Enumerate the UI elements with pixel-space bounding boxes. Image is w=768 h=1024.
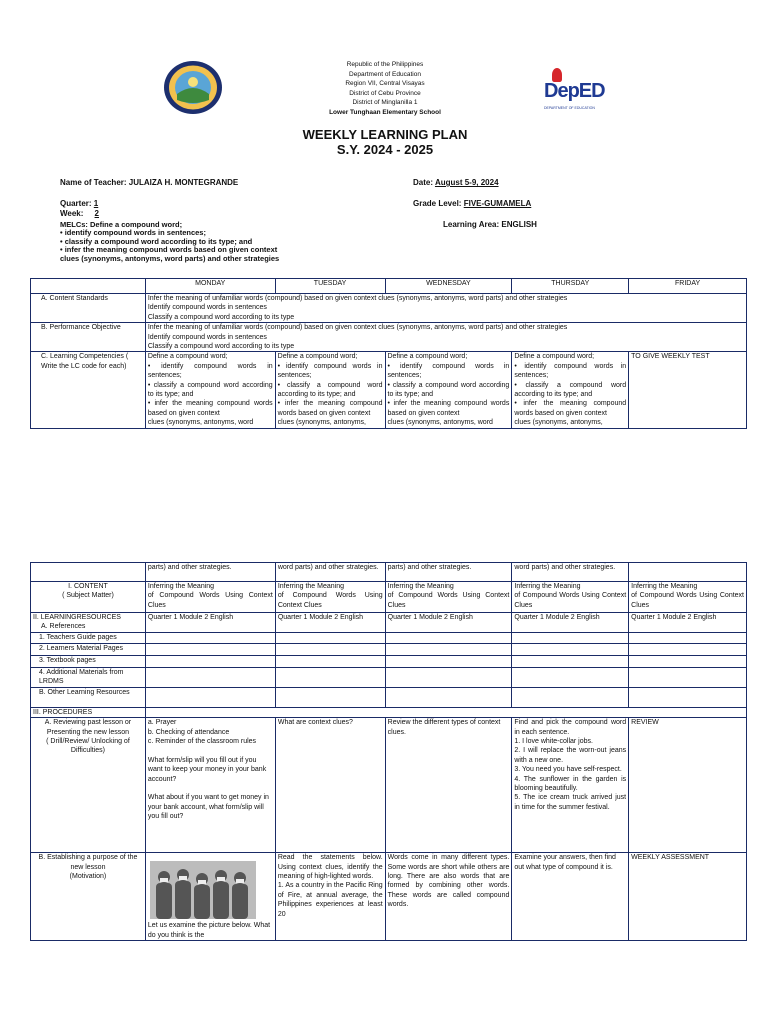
content-cell: Inferring the Meaning of Compound Words Using Context Clues: [629, 582, 747, 613]
lc-wednesday: Define a compound word; • identify compound words in sentences; • classify a compound word according to its type; and • infer the meaning compound words based on given context clues (synonyms, antonyms, word: [385, 352, 512, 428]
row-label: 1. Teachers Guide pages: [31, 633, 146, 644]
day-header: FRIDAY: [629, 279, 747, 294]
frontliners-image: [150, 861, 256, 919]
learning-area: Learning Area: ENGLISH: [443, 220, 537, 229]
empty-cell: [512, 644, 629, 656]
review-thursday: Find and pick the compound word in each sentence. 1. I love white-collar jobs. 2. I will replace the worn-out jeans with a new one. 3. You need you have self-respect. 4. The sunflower in the garden is blooming beautifully. 5. The ice cream truck arrived just in time for the summer festival.: [512, 718, 629, 853]
plan-table-page-1: [30, 278, 747, 429]
empty-cell: [512, 668, 629, 688]
content-cell: Inferring the Meaning of Compound Words Using Context Clues: [385, 582, 512, 613]
content-cell: Inferring the Meaning of Compound Words Using Context Clues: [145, 582, 275, 613]
empty-cell: [145, 633, 275, 644]
empty-cell: [385, 633, 512, 644]
date-label: Date:: [413, 178, 434, 187]
content-cell: Inferring the Meaning of Compound Words Using Context Clues: [512, 582, 629, 613]
content-standards: [145, 294, 746, 323]
page-title: [270, 127, 500, 157]
empty-cell: [145, 644, 275, 656]
empty-cell: [145, 656, 275, 668]
melcs-line: • classify a compound word according to its type; and: [60, 236, 253, 246]
review-wednesday: Review the different types of context clues.: [385, 718, 512, 853]
empty-cell: [275, 656, 385, 668]
lc-thursday: Define a compound word; • identify compound words in sentences; • classify a compound word according to its type; and • infer the meaning compound words based on given context clues (synonyms, antonyms,: [512, 352, 629, 428]
row-label: B. Performance Objective: [31, 323, 146, 352]
empty-cell: [145, 668, 275, 688]
cell-line: Infer the meaning of unfamiliar words (compound) based on given context clues (synonyms, antonyms, word parts) and other strategies: [147, 295, 568, 302]
row-label: I. CONTENT ( Subject Matter): [31, 582, 146, 613]
cont-cell: parts) and other strategies.: [145, 563, 275, 582]
people-silhouettes-icon: [150, 861, 256, 919]
day-header: WEDNESDAY: [385, 279, 512, 294]
empty-cell: [275, 644, 385, 656]
empty-cell: [145, 707, 746, 717]
row-label: C. Learning Competencies ( Write the LC code for each): [31, 352, 146, 428]
cell-line: Identify compound words in sentences: [147, 304, 267, 312]
empty-cell: [385, 668, 512, 688]
review-tuesday: What are context clues?: [275, 718, 385, 853]
empty-cell: [275, 633, 385, 644]
school-name: Lower Tunghaan Elementary School: [329, 108, 441, 116]
grade-label: Grade Level:: [413, 199, 462, 208]
motivation-wednesday: Words come in many different types. Some words are short while others are long. There are also words that are formed by combining other words. These words are called compound words.: [385, 853, 512, 941]
row-label: 4. Additional Materials from LRDMS: [31, 668, 146, 688]
week: [60, 209, 99, 218]
letterhead-line: Republic of the Philippines: [346, 61, 424, 68]
letterhead-line: Region VII, Central Visayas: [345, 80, 425, 88]
row-label: A. Content Standards: [31, 294, 146, 323]
motivation-friday: WEEKLY ASSESSMENT: [629, 853, 747, 941]
empty-cell: [629, 687, 747, 707]
motivation-tuesday: Read the statements below. Using context clues, identify the meaning of high-lighted words. 1. As a country in the Pacific Ring of Fire, at annual average, the Philippines experiences at least 20: [275, 853, 385, 941]
empty-cell: [275, 668, 385, 688]
module-cell: Quarter 1 Module 2 English: [512, 613, 629, 633]
letterhead-line: District of Minglanilla 1: [352, 99, 418, 107]
row-label: 2. Learners Material Pages: [31, 644, 146, 656]
motivation-thursday: Examine your answers, then find out what type of compound it is.: [512, 853, 629, 941]
week-label: Week:: [60, 209, 84, 218]
empty-cell: [385, 656, 512, 668]
cebu-province-seal-icon: [163, 60, 223, 115]
empty-cell: [629, 656, 747, 668]
cont-cell: parts) and other strategies.: [385, 563, 512, 582]
school-year: S.Y. 2024 - 2025: [336, 142, 434, 157]
module-cell: Quarter 1 Module 2 English: [145, 613, 275, 633]
performance-objective: [145, 323, 746, 352]
row-label: 3. Textbook pages: [31, 656, 146, 668]
cont-cell: word parts) and other strategies.: [275, 563, 385, 582]
motivation-text: Let us examine the picture below. What do you think is the: [147, 922, 271, 939]
empty-cell: [512, 656, 629, 668]
letterhead-line: Department of Education: [349, 70, 421, 78]
deped-logo-text: DepED: [544, 80, 605, 102]
grade-level: [413, 199, 531, 208]
teacher-label: Name of Teacher:: [60, 178, 127, 187]
grade-value: FIVE-GUMAMELA: [463, 199, 532, 208]
cell-line: Identify compound words in sentences: [147, 333, 267, 341]
review-friday: REVIEW: [629, 718, 747, 853]
lc-tuesday: Define a compound word; • identify compound words in sentences; • classify a compound word according to its type; and • infer the meaning compound words based on given context clues (synonyms, antonyms,: [275, 352, 385, 428]
row-label: [31, 613, 146, 633]
deped-logo: [540, 68, 620, 118]
empty-cell: [629, 644, 747, 656]
title-line: WEEKLY LEARNING PLAN: [302, 127, 468, 142]
date: [413, 178, 499, 187]
week-value: 2: [94, 209, 99, 218]
row-label: B. Other Learning Resources: [31, 687, 146, 707]
empty-cell: [385, 687, 512, 707]
cell-line: Classify a compound word according to its type: [147, 343, 295, 351]
module-cell: Quarter 1 Module 2 English: [385, 613, 512, 633]
letterhead: [300, 60, 470, 118]
letterhead-line: District of Cebu Province: [349, 89, 421, 97]
empty-cell: [629, 633, 747, 644]
content-cell: Inferring the Meaning of Compound Words Using Context Clues: [275, 582, 385, 613]
row-label: B. Establishing a purpose of the new lesson (Motivation): [31, 853, 146, 941]
module-cell: Quarter 1 Module 2 English: [275, 613, 385, 633]
lc-monday: Define a compound word; • identify compound words in sentences; • classify a compound word according to its type; and • infer the meaning compound words based on given context clues (synonyms, antonyms, word: [145, 352, 275, 428]
empty-cell: [275, 687, 385, 707]
row-label: A. Reviewing past lesson or Presenting the new lesson ( Drill/Review/ Unlocking of Difficulties): [31, 718, 146, 853]
plan-table-page-2: [30, 562, 747, 941]
teacher-value: JULAIZA H. MONTEGRANDE: [128, 178, 239, 187]
corner-cell: [31, 279, 146, 294]
empty-cell: [31, 563, 146, 582]
quarter-label: Quarter:: [60, 199, 92, 208]
empty-cell: [512, 687, 629, 707]
motivation-monday: [145, 853, 275, 941]
deped-logo-subtext: DEPARTMENT OF EDUCATION: [544, 106, 595, 110]
cont-cell: word parts) and other strategies.: [512, 563, 629, 582]
empty-cell: [512, 633, 629, 644]
day-header: TUESDAY: [275, 279, 385, 294]
melcs-line: • identify compound words in sentences;: [60, 228, 206, 238]
cont-cell: [629, 563, 747, 582]
row-label: III. PROCEDURES: [31, 707, 146, 717]
teacher-name: [60, 178, 238, 187]
resources-label: II. LEARNINGRESOURCES: [33, 614, 121, 621]
melcs: [60, 221, 290, 263]
module-cell: Quarter 1 Module 2 English: [629, 613, 747, 633]
lc-friday: TO GIVE WEEKLY TEST: [629, 352, 747, 428]
empty-cell: [385, 644, 512, 656]
quarter: [60, 199, 98, 208]
day-header: MONDAY: [145, 279, 275, 294]
melcs-line: • infer the meaning compound words based on given context clues (synonyms, antonyms, word parts) and other strategies: [60, 245, 280, 263]
cell-line: Infer the meaning of unfamiliar words (compound) based on given context clues (synonyms, antonyms, word parts) and other strategies: [147, 324, 568, 332]
review-monday: a. Prayer b. Checking of attendance c. Reminder of the classroom rules What form/slip will you fill out if you want to keep your money in your bank account? What about if you want to get money in your bank account, what form/slip will you fill out?: [145, 718, 275, 853]
quarter-value: 1: [93, 199, 99, 208]
date-value: August 5-9, 2024: [434, 178, 499, 187]
day-header: THURSDAY: [512, 279, 629, 294]
references-label: A. References: [41, 623, 86, 631]
melcs-line: MELCs: Define a compound word;: [60, 220, 183, 229]
cell-line: Classify a compound word according to its type: [147, 313, 295, 321]
empty-cell: [145, 687, 275, 707]
empty-cell: [629, 668, 747, 688]
